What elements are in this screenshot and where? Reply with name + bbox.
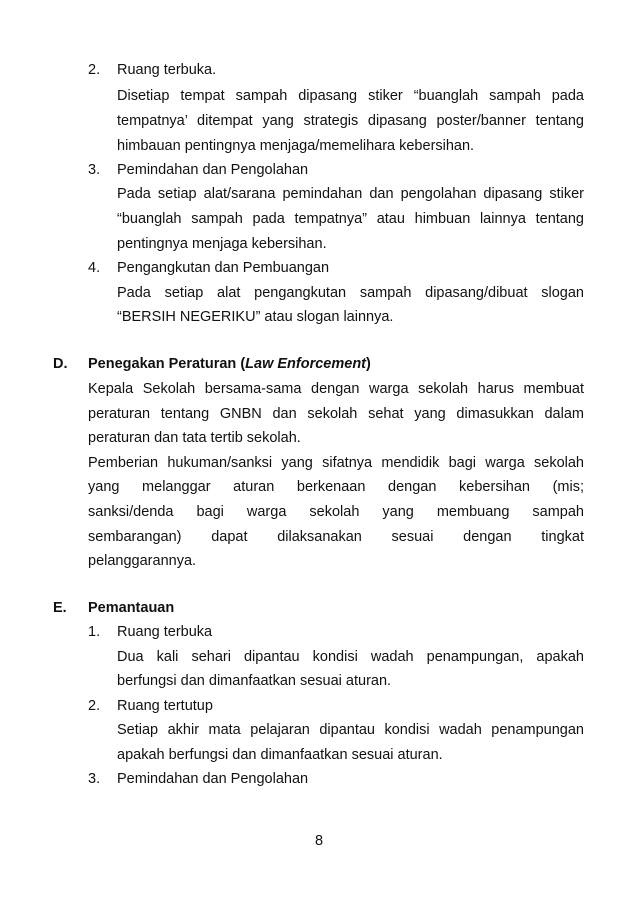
paragraph-line: Setiap akhir mata pelajaran dipantau kondisi wadah penampungan xyxy=(117,722,584,738)
paragraph-line: “BERSIH NEGERIKU” atau slogan lainnya. xyxy=(117,309,394,325)
paragraph-line: Pemberian hukuman/sanksi yang sifatnya mendidik bagi warga sekolah xyxy=(88,455,584,471)
paragraph-line: Pada setiap alat/sarana pemindahan dan pengolahan dipasang stiker xyxy=(117,186,584,202)
list-item-title: Ruang terbuka. xyxy=(117,62,217,78)
paragraph-line: pelanggarannya. xyxy=(88,553,197,569)
paragraph-line: himbauan pentingnya menjaga/memelihara kebersihan. xyxy=(117,138,475,154)
section-heading: Penegakan Peraturan (Law Enforcement) xyxy=(88,356,371,372)
paragraph-line: peraturan tentang GNBN dan sekolah sehat yang dimasukkan dalam xyxy=(88,406,584,422)
list-number: 3. xyxy=(88,162,101,178)
page-number: 8 xyxy=(314,833,324,849)
list-item-title: Pengangkutan dan Pembuangan xyxy=(117,260,330,276)
paragraph-line: apakah berfungsi dan dimanfaatkan sesuai aturan. xyxy=(117,747,443,763)
list-item-title: Pemindahan dan Pengolahan xyxy=(117,162,309,178)
paragraph-line: peraturan dan tata tertib sekolah. xyxy=(88,430,301,446)
list-number: 2. xyxy=(88,62,101,78)
paragraph-line: sembarangan) dapat dilaksanakan sesuai dengan tingkat xyxy=(88,529,584,545)
paragraph-line: “buanglah sampah pada tempatnya” atau himbuan lainnya tentang xyxy=(117,211,584,227)
list-number: 4. xyxy=(88,260,101,276)
list-number: 3. xyxy=(88,771,101,787)
paragraph-line: Pada setiap alat pengangkutan sampah dipasang/dibuat slogan xyxy=(117,285,584,301)
paragraph-line: berfungsi dan dimanfaatkan sesuai aturan. xyxy=(117,673,392,689)
section-letter: E. xyxy=(53,600,67,616)
paragraph-line: pentingnya menjaga kebersihan. xyxy=(117,236,327,252)
paragraph-line: tempatnya’ ditempat yang strategis dipasang poster/banner tentang xyxy=(117,113,584,129)
list-number: 1. xyxy=(88,624,101,640)
section-heading-italic: Law Enforcement xyxy=(245,356,367,372)
paragraph-line: sanksi/denda bagi warga sekolah yang membuang sampah xyxy=(88,504,584,520)
paragraph-line: yang melanggar aturan berkenaan dengan kebersihan (mis; xyxy=(88,479,584,495)
list-number: 2. xyxy=(88,698,101,714)
section-letter: D. xyxy=(53,356,68,372)
paragraph-line: Kepala Sekolah bersama-sama dengan warga sekolah harus membuat xyxy=(88,381,584,397)
paragraph-line: Disetiap tempat sampah dipasang stiker “buanglah sampah pada xyxy=(117,88,584,104)
paragraph-line: Dua kali sehari dipantau kondisi wadah penampungan, apakah xyxy=(117,649,584,665)
list-item-title: Ruang terbuka xyxy=(117,624,213,640)
list-item-title: Pemindahan dan Pengolahan xyxy=(117,771,309,787)
section-heading: Pemantauan xyxy=(88,600,175,616)
list-item-title: Ruang tertutup xyxy=(117,698,213,714)
